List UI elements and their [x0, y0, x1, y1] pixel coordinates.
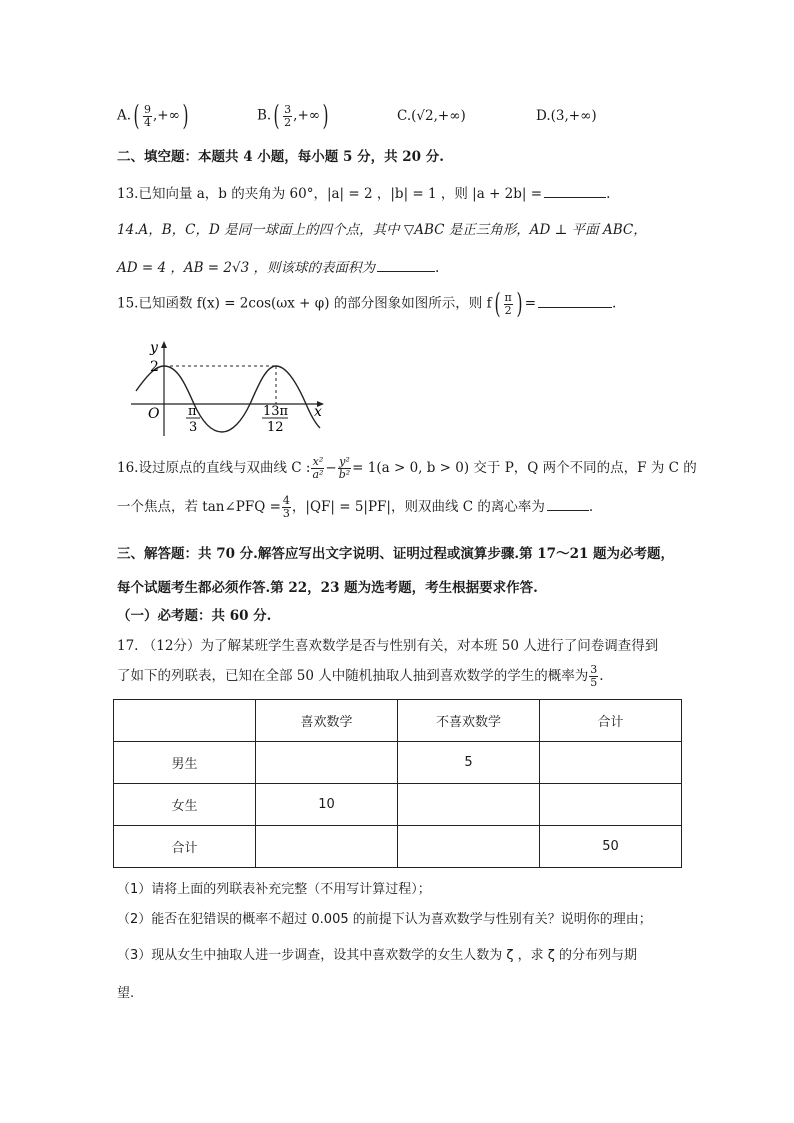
- table-cell: 10: [256, 784, 398, 826]
- q15-eq: =: [524, 295, 537, 312]
- section3-line1: 三、解答题：共 70 分.解答应写出文字说明、证明过程或演算步骤.第 17～21 题为必考题，: [117, 546, 675, 562]
- q16-blank: [547, 510, 589, 511]
- q16-line2-pre: 一个焦点，若 tan∠PFQ =: [117, 499, 281, 515]
- x-tick2-den: 12: [267, 420, 284, 435]
- option-c: C.(√2,+∞): [397, 108, 466, 124]
- table-header-cell: [114, 700, 256, 742]
- q16-frac-num: 4: [282, 494, 290, 507]
- table-cell: [540, 742, 682, 784]
- x-axis-label: x: [314, 404, 322, 420]
- q16-line2: [117, 495, 593, 520]
- q16-line2-post: ，|QF| = 5|PF|，则双曲线 C 的离心率为: [291, 499, 545, 515]
- table-header-row: [114, 700, 682, 742]
- option-b-num: 3: [284, 102, 292, 116]
- option-a-tail: ,+∞: [152, 107, 180, 124]
- table-header-cell: 喜欢数学: [256, 700, 398, 742]
- q14-end: .: [434, 260, 440, 276]
- section2-heading: 二、填空题：本题共 4 小题，每小题 5 分，共 20 分.: [117, 149, 444, 165]
- required-heading: （一）必考题：共 60 分.: [117, 608, 272, 624]
- q16-frac-den: 3: [282, 507, 290, 520]
- q16-end: .: [588, 499, 594, 515]
- option-b: B.( $\frac{3}{2}$ ,+∞): [257, 99, 329, 132]
- option-a-den: 4: [143, 115, 151, 129]
- q14-line2: [117, 256, 439, 276]
- q17-line2-text: 了如下的列联表，已知在全部 50 人中随机抽取人抽到喜欢数学的学生的概率为: [117, 668, 589, 684]
- table-cell: [398, 826, 540, 868]
- sub-question-1: （1）请将上面的列联表补充完整（不用写计算过程）；: [117, 882, 431, 897]
- option-b-tail: ,+∞: [293, 107, 321, 124]
- q13-end: .: [606, 186, 611, 202]
- table-cell: 合计: [114, 826, 256, 868]
- q17-end: .: [599, 668, 604, 684]
- q17-line1: 17. （12分）为了解某班学生喜欢数学是否与性别有关，对本班 50 人进行了问卷调查得到: [117, 638, 659, 654]
- option-d: D.(3,+∞): [536, 108, 597, 124]
- q15-text: 15.已知函数 f(x) = 2cos(ωx + φ) 的部分图象如图所示，则 f: [117, 295, 492, 312]
- table-cell: 男生: [114, 742, 256, 784]
- y-axis-arrow: [161, 341, 167, 348]
- q17-p-den: 5: [590, 676, 598, 689]
- q15: 15.已知函数 f(x) = 2cos(ωx + φ) 的部分图象如图所示，则 f( $\frac{\pi}{2}$ ) = .: [117, 287, 617, 320]
- table-cell: [256, 826, 398, 868]
- cosine-graph: [128, 336, 333, 440]
- table-cell: [540, 784, 682, 826]
- q13: [117, 182, 610, 202]
- q15-arg-den: 2: [504, 303, 512, 317]
- option-a-label: A.: [117, 107, 132, 124]
- q16-a2: a²: [312, 468, 324, 481]
- q14-blank: [377, 271, 435, 272]
- table-cell: 女生: [114, 784, 256, 826]
- x-tick1-den: 3: [189, 420, 198, 435]
- table-header-cell: 不喜欢数学: [398, 700, 540, 742]
- sub-question-3-line2: 望.: [117, 986, 135, 1001]
- q16-line1-post: = 1(a > 0, b > 0) 交于 P，Q 两个不同的点，F 为 C 的: [352, 460, 697, 476]
- x-tick2-num: 13π: [263, 404, 289, 419]
- table-row: [114, 826, 682, 868]
- q15-blank: [538, 307, 612, 308]
- origin-label: O: [148, 406, 160, 422]
- q13-text: 13.已知向量 a，b 的夹角为 60°，|a| = 2 ，|b| = 1 ，则 |a + 2b| =: [117, 186, 543, 202]
- y-axis-label: y: [150, 340, 158, 356]
- q14-line2-text: AD = 4 ，AB = 2√3 ，则该球的表面积为: [117, 260, 375, 276]
- section3-line2: 每个试题考生都必须作答.第 22，23 题为选考题，考生根据要求作答.: [117, 580, 538, 596]
- table-cell: [256, 742, 398, 784]
- option-a: A.( $\frac{9}{4}$ ,+∞): [117, 99, 189, 132]
- q13-blank: [544, 197, 606, 198]
- q17-line2: [117, 664, 604, 689]
- q16-line1: [117, 456, 697, 481]
- table-cell: [398, 784, 540, 826]
- table-cell: 5: [398, 742, 540, 784]
- q15-arg-num: π: [504, 290, 512, 304]
- q16-x2: x²: [312, 455, 324, 468]
- q16-y2: y²: [339, 455, 350, 468]
- q17-p-num: 3: [590, 663, 598, 676]
- q14-line1: 14.A，B，C，D 是同一球面上的四个点，其中 ▽ABC 是正三角形，AD ⊥ 平面 ABC，: [117, 222, 647, 238]
- y-tick-label: 2: [150, 359, 159, 375]
- contingency-table: [113, 699, 682, 868]
- option-b-label: B.: [257, 107, 272, 124]
- q16-b2: b²: [338, 468, 351, 481]
- q16-minus: −: [325, 460, 337, 476]
- q15-end: .: [612, 295, 617, 312]
- table-cell: 50: [540, 826, 682, 868]
- option-a-num: 9: [143, 102, 151, 116]
- q16-line1-pre: 16.设过原点的直线与双曲线 C :: [117, 460, 311, 476]
- table-row: [114, 742, 682, 784]
- option-b-den: 2: [284, 115, 292, 129]
- x-tick1-num: π: [188, 404, 197, 419]
- table-header-cell: 合计: [540, 700, 682, 742]
- sub-question-2: （2）能否在犯错误的概率不超过 0.005 的前提下认为喜欢数学与性别有关？说明你的理由；: [117, 912, 652, 927]
- table-row: [114, 784, 682, 826]
- sub-question-3-line1: （3）现从女生中抽取人进一步调查，设其中喜欢数学的女生人数为 ζ ，求 ζ 的分布列与期: [117, 948, 637, 963]
